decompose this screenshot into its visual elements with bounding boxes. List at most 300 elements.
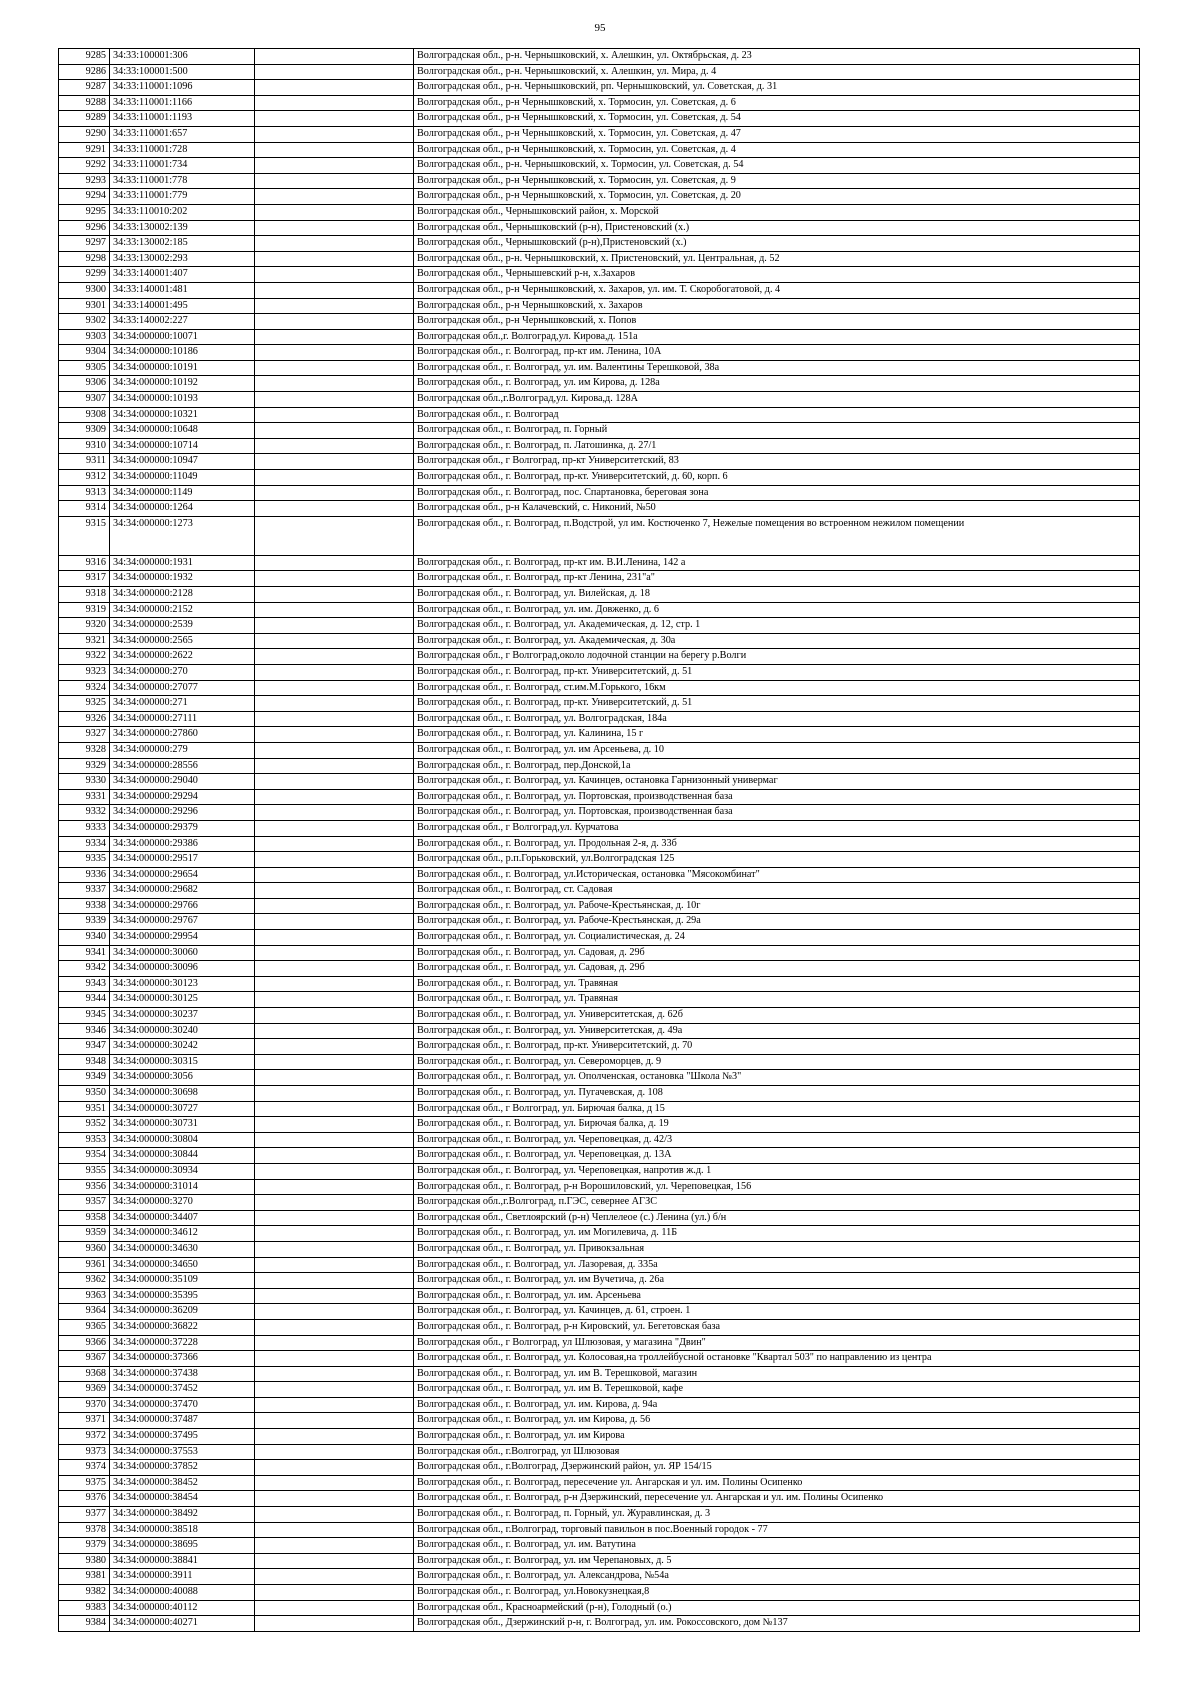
- empty-cell: [255, 711, 414, 727]
- row-number-cell: 9288: [59, 95, 110, 111]
- row-number-cell: 9321: [59, 633, 110, 649]
- table-row: [59, 1585, 1140, 1601]
- registry-table-body: [59, 49, 1140, 1632]
- table-row: [59, 516, 1140, 555]
- cadastral-number-cell: 34:34:000000:37452: [110, 1382, 255, 1398]
- address-cell: Волгоградская обл., г. Волгоград, ул.Новокузнецкая,8: [414, 1585, 1140, 1601]
- address-cell: Волгоградская обл., г. Волгоград, пр-кт. Университетский, д. 51: [414, 696, 1140, 712]
- empty-cell: [255, 758, 414, 774]
- row-number-cell: 9325: [59, 696, 110, 712]
- empty-cell: [255, 142, 414, 158]
- empty-cell: [255, 158, 414, 174]
- row-number-cell: 9381: [59, 1569, 110, 1585]
- cadastral-number-cell: 34:34:000000:29040: [110, 774, 255, 790]
- table-row: [59, 680, 1140, 696]
- empty-cell: [255, 883, 414, 899]
- address-cell: Волгоградская обл., Чернышковский район, х. Морской: [414, 204, 1140, 220]
- address-cell: Волгоградская обл., г. Волгоград, ул. Череповецкая, д. 13А: [414, 1148, 1140, 1164]
- row-number-cell: 9291: [59, 142, 110, 158]
- empty-cell: [255, 392, 414, 408]
- empty-cell: [255, 1070, 414, 1086]
- row-number-cell: 9297: [59, 236, 110, 252]
- address-cell: Волгоградская обл., г. Волгоград, ул. Портовская, производственная база: [414, 789, 1140, 805]
- address-cell: Волгоградская обл., г. Волгоград, р-н Дзержинский, пересечение ул. Ангарская и ул. им. Полины Осипенко: [414, 1491, 1140, 1507]
- address-cell: Волгоградская обл., г. Волгоград, ул. Садовая, д. 29б: [414, 961, 1140, 977]
- cadastral-number-cell: 34:34:000000:38492: [110, 1507, 255, 1523]
- row-number-cell: 9299: [59, 267, 110, 283]
- row-number-cell: 9346: [59, 1023, 110, 1039]
- cadastral-number-cell: 34:34:000000:271: [110, 696, 255, 712]
- table-row: [59, 49, 1140, 65]
- cadastral-number-cell: 34:34:000000:29654: [110, 867, 255, 883]
- address-cell: Волгоградская обл., г.Волгоград, ул Шлюзовая: [414, 1444, 1140, 1460]
- empty-cell: [255, 64, 414, 80]
- row-number-cell: 9310: [59, 438, 110, 454]
- row-number-cell: 9340: [59, 930, 110, 946]
- empty-cell: [255, 1132, 414, 1148]
- empty-cell: [255, 1397, 414, 1413]
- row-number-cell: 9324: [59, 680, 110, 696]
- address-cell: Волгоградская обл., р-н Чернышковский, х. Тормосин, ул. Советская, д. 20: [414, 189, 1140, 205]
- empty-cell: [255, 49, 414, 65]
- cadastral-number-cell: 34:34:000000:29954: [110, 930, 255, 946]
- cadastral-number-cell: 34:34:000000:31014: [110, 1179, 255, 1195]
- row-number-cell: 9364: [59, 1304, 110, 1320]
- empty-cell: [255, 945, 414, 961]
- address-cell: Волгоградская обл., Чернышковский (р-н), Пристеновский (х.): [414, 220, 1140, 236]
- table-row: [59, 1210, 1140, 1226]
- table-row: [59, 173, 1140, 189]
- table-row: [59, 314, 1140, 330]
- table-row: [59, 1226, 1140, 1242]
- table-row: [59, 774, 1140, 790]
- address-cell: Волгоградская обл., г. Волгоград, пр-кт. Университетский, д. 70: [414, 1039, 1140, 1055]
- table-row: [59, 1319, 1140, 1335]
- address-cell: Волгоградская обл., г. Волгоград, пр-кт. Университетский, д. 51: [414, 664, 1140, 680]
- empty-cell: [255, 485, 414, 501]
- empty-cell: [255, 1023, 414, 1039]
- cadastral-number-cell: 34:34:000000:34630: [110, 1241, 255, 1257]
- row-number-cell: 9337: [59, 883, 110, 899]
- address-cell: Волгоградская обл., р-н Чернышковский, х. Захаров: [414, 298, 1140, 314]
- address-cell: Волгоградская обл., Чернышковский (р-н),Пристеновский (х.): [414, 236, 1140, 252]
- address-cell: Волгоградская обл., г. Волгоград, пр-кт Ленина, 231"а": [414, 571, 1140, 587]
- cadastral-number-cell: 34:33:110001:728: [110, 142, 255, 158]
- row-number-cell: 9327: [59, 727, 110, 743]
- empty-cell: [255, 423, 414, 439]
- address-cell: Волгоградская обл., г. Волгоград, ул. им В. Терешковой, кафе: [414, 1382, 1140, 1398]
- table-row: [59, 1273, 1140, 1289]
- cadastral-number-cell: 34:34:000000:29766: [110, 898, 255, 914]
- address-cell: Волгоградская обл., г. Волгоград, ул. Качинцев, д. 61, строен. 1: [414, 1304, 1140, 1320]
- cadastral-number-cell: 34:34:000000:2539: [110, 618, 255, 634]
- address-cell: Волгоградская обл., р-н Чернышковский, х. Тормосин, ул. Советская, д. 47: [414, 126, 1140, 142]
- row-number-cell: 9295: [59, 204, 110, 220]
- empty-cell: [255, 407, 414, 423]
- empty-cell: [255, 454, 414, 470]
- empty-cell: [255, 1163, 414, 1179]
- row-number-cell: 9319: [59, 602, 110, 618]
- address-cell: Волгоградская обл., г. Волгоград, ст. Садовая: [414, 883, 1140, 899]
- row-number-cell: 9330: [59, 774, 110, 790]
- table-row: [59, 454, 1140, 470]
- cadastral-number-cell: 34:33:110001:1193: [110, 111, 255, 127]
- empty-cell: [255, 680, 414, 696]
- address-cell: Волгоградская обл., р-н Чернышковский, х. Тормосин, ул. Советская, д. 6: [414, 95, 1140, 111]
- address-cell: Волгоградская обл., г. Волгоград, ул. им Кирова, д. 56: [414, 1413, 1140, 1429]
- address-cell: Волгоградская обл., г. Волгоград, ул. Привокзальная: [414, 1241, 1140, 1257]
- cadastral-number-cell: 34:34:000000:35109: [110, 1273, 255, 1289]
- empty-cell: [255, 867, 414, 883]
- row-number-cell: 9373: [59, 1444, 110, 1460]
- cadastral-number-cell: 34:33:140001:407: [110, 267, 255, 283]
- cadastral-number-cell: 34:34:000000:29517: [110, 852, 255, 868]
- address-cell: Волгоградская обл., г. Волгоград, ул. им. Ватутина: [414, 1538, 1140, 1554]
- cadastral-number-cell: 34:33:140001:495: [110, 298, 255, 314]
- address-cell: Волгоградская обл., г. Волгоград, ул. им Вучетича, д. 26а: [414, 1273, 1140, 1289]
- row-number-cell: 9293: [59, 173, 110, 189]
- table-row: [59, 298, 1140, 314]
- table-row: [59, 1569, 1140, 1585]
- address-cell: Волгоградская обл., г. Волгоград, пр-кт им. Ленина, 10А: [414, 345, 1140, 361]
- table-row: [59, 1397, 1140, 1413]
- address-cell: Волгоградская обл., г. Волгоград, ул. им Черепановых, д. 5: [414, 1553, 1140, 1569]
- cadastral-number-cell: 34:33:110001:779: [110, 189, 255, 205]
- cadastral-number-cell: 34:34:000000:27111: [110, 711, 255, 727]
- table-row: [59, 1335, 1140, 1351]
- address-cell: Волгоградская обл., г. Волгоград, ул. Качинцев, остановка Гарнизонный универмаг: [414, 774, 1140, 790]
- row-number-cell: 9307: [59, 392, 110, 408]
- empty-cell: [255, 1039, 414, 1055]
- table-row: [59, 423, 1140, 439]
- cadastral-number-cell: 34:33:100001:306: [110, 49, 255, 65]
- cadastral-number-cell: 34:34:000000:270: [110, 664, 255, 680]
- table-row: [59, 142, 1140, 158]
- empty-cell: [255, 267, 414, 283]
- table-row: [59, 80, 1140, 96]
- empty-cell: [255, 1585, 414, 1601]
- row-number-cell: 9369: [59, 1382, 110, 1398]
- cadastral-number-cell: 34:33:100001:500: [110, 64, 255, 80]
- address-cell: Волгоградская обл., г. Волгоград, п. Горный: [414, 423, 1140, 439]
- empty-cell: [255, 898, 414, 914]
- row-number-cell: 9285: [59, 49, 110, 65]
- cadastral-number-cell: 34:34:000000:40088: [110, 1585, 255, 1601]
- empty-cell: [255, 1429, 414, 1445]
- empty-cell: [255, 727, 414, 743]
- empty-cell: [255, 516, 414, 555]
- table-row: [59, 1413, 1140, 1429]
- empty-cell: [255, 1600, 414, 1616]
- row-number-cell: 9309: [59, 423, 110, 439]
- row-number-cell: 9334: [59, 836, 110, 852]
- row-number-cell: 9320: [59, 618, 110, 634]
- empty-cell: [255, 649, 414, 665]
- row-number-cell: 9383: [59, 1600, 110, 1616]
- table-row: [59, 1023, 1140, 1039]
- table-row: [59, 914, 1140, 930]
- address-cell: Волгоградская обл., р-н Чернышковский, х. Тормосин, ул. Советская, д. 54: [414, 111, 1140, 127]
- row-number-cell: 9292: [59, 158, 110, 174]
- table-row: [59, 204, 1140, 220]
- cadastral-number-cell: 34:34:000000:29386: [110, 836, 255, 852]
- row-number-cell: 9328: [59, 742, 110, 758]
- address-cell: Волгоградская обл., г Волгоград,около лодочной станции на берегу р.Волги: [414, 649, 1140, 665]
- address-cell: Волгоградская обл., г. Волгоград, ул. Волгоградская, 184а: [414, 711, 1140, 727]
- table-row: [59, 236, 1140, 252]
- table-row: [59, 961, 1140, 977]
- cadastral-number-cell: 34:34:000000:11049: [110, 470, 255, 486]
- table-row: [59, 189, 1140, 205]
- empty-cell: [255, 961, 414, 977]
- cadastral-number-cell: 34:34:000000:10947: [110, 454, 255, 470]
- empty-cell: [255, 220, 414, 236]
- address-cell: Волгоградская обл., г. Волгоград, пр-кт. Университетский, д. 60, корп. 6: [414, 470, 1140, 486]
- cadastral-number-cell: 34:34:000000:30698: [110, 1086, 255, 1102]
- cadastral-number-cell: 34:34:000000:30315: [110, 1054, 255, 1070]
- cadastral-number-cell: 34:33:130002:293: [110, 251, 255, 267]
- table-row: [59, 1475, 1140, 1491]
- cadastral-number-cell: 34:34:000000:30242: [110, 1039, 255, 1055]
- cadastral-number-cell: 34:34:000000:30804: [110, 1132, 255, 1148]
- address-cell: Волгоградская обл., г. Волгоград, ул. Колосовая,на троллейбусной остановке "Квартал 503" по направлению из центра: [414, 1351, 1140, 1367]
- row-number-cell: 9375: [59, 1475, 110, 1491]
- empty-cell: [255, 1366, 414, 1382]
- table-row: [59, 696, 1140, 712]
- address-cell: Волгоградская обл., р-н Чернышковский, х. Тормосин, ул. Советская, д. 4: [414, 142, 1140, 158]
- table-row: [59, 1304, 1140, 1320]
- table-row: [59, 1086, 1140, 1102]
- table-row: [59, 1132, 1140, 1148]
- row-number-cell: 9359: [59, 1226, 110, 1242]
- address-cell: Волгоградская обл., р-н Чернышковский, х. Попов: [414, 314, 1140, 330]
- row-number-cell: 9302: [59, 314, 110, 330]
- row-number-cell: 9342: [59, 961, 110, 977]
- cadastral-number-cell: 34:34:000000:29296: [110, 805, 255, 821]
- table-row: [59, 407, 1140, 423]
- row-number-cell: 9304: [59, 345, 110, 361]
- address-cell: Волгоградская обл.,г. Волгоград,ул. Кирова,д. 151а: [414, 329, 1140, 345]
- empty-cell: [255, 1616, 414, 1632]
- empty-cell: [255, 1351, 414, 1367]
- cadastral-number-cell: 34:34:000000:38454: [110, 1491, 255, 1507]
- cadastral-number-cell: 34:34:000000:1932: [110, 571, 255, 587]
- address-cell: Волгоградская обл., г. Волгоград, ул. Александрова, №54а: [414, 1569, 1140, 1585]
- cadastral-number-cell: 34:34:000000:37553: [110, 1444, 255, 1460]
- address-cell: Волгоградская обл., р.п.Горьковский, ул.Волгоградская 125: [414, 852, 1140, 868]
- cadastral-number-cell: 34:34:000000:37487: [110, 1413, 255, 1429]
- table-row: [59, 329, 1140, 345]
- cadastral-number-cell: 34:33:130002:139: [110, 220, 255, 236]
- address-cell: Волгоградская обл., г. Волгоград, пер.Донской,1а: [414, 758, 1140, 774]
- row-number-cell: 9335: [59, 852, 110, 868]
- row-number-cell: 9372: [59, 1429, 110, 1445]
- page-number: 95: [594, 22, 606, 34]
- cadastral-number-cell: 34:34:000000:35395: [110, 1288, 255, 1304]
- table-row: [59, 360, 1140, 376]
- table-row: [59, 649, 1140, 665]
- row-number-cell: 9367: [59, 1351, 110, 1367]
- empty-cell: [255, 696, 414, 712]
- empty-cell: [255, 1241, 414, 1257]
- address-cell: Волгоградская обл., р-н. Чернышковский, х. Алешкин, ул. Октябрьская, д. 23: [414, 49, 1140, 65]
- table-row: [59, 220, 1140, 236]
- address-cell: Волгоградская обл., г. Волгоград, ул. Рабоче-Крестьянская, д. 10г: [414, 898, 1140, 914]
- row-number-cell: 9363: [59, 1288, 110, 1304]
- cadastral-number-cell: 34:34:000000:34612: [110, 1226, 255, 1242]
- row-number-cell: 9316: [59, 555, 110, 571]
- row-number-cell: 9365: [59, 1319, 110, 1335]
- empty-cell: [255, 633, 414, 649]
- row-number-cell: 9374: [59, 1460, 110, 1476]
- cadastral-number-cell: 34:34:000000:36822: [110, 1319, 255, 1335]
- cadastral-number-cell: 34:34:000000:27860: [110, 727, 255, 743]
- row-number-cell: 9300: [59, 282, 110, 298]
- table-row: [59, 345, 1140, 361]
- table-row: [59, 633, 1140, 649]
- empty-cell: [255, 470, 414, 486]
- cadastral-number-cell: 34:34:000000:37495: [110, 1429, 255, 1445]
- row-number-cell: 9301: [59, 298, 110, 314]
- cadastral-number-cell: 34:34:000000:37852: [110, 1460, 255, 1476]
- cadastral-number-cell: 34:33:140002:227: [110, 314, 255, 330]
- empty-cell: [255, 282, 414, 298]
- table-row: [59, 1553, 1140, 1569]
- empty-cell: [255, 1382, 414, 1398]
- table-row: [59, 111, 1140, 127]
- registry-table: [58, 48, 1140, 1632]
- empty-cell: [255, 1008, 414, 1024]
- address-cell: Волгоградская обл., г. Волгоград, ул. Череповецкая, д. 42/3: [414, 1132, 1140, 1148]
- empty-cell: [255, 1195, 414, 1211]
- empty-cell: [255, 438, 414, 454]
- row-number-cell: 9376: [59, 1491, 110, 1507]
- table-row: [59, 571, 1140, 587]
- row-number-cell: 9294: [59, 189, 110, 205]
- table-row: [59, 587, 1140, 603]
- empty-cell: [255, 1491, 414, 1507]
- table-row: [59, 789, 1140, 805]
- row-number-cell: 9353: [59, 1132, 110, 1148]
- row-number-cell: 9311: [59, 454, 110, 470]
- row-number-cell: 9305: [59, 360, 110, 376]
- address-cell: Волгоградская обл., г. Волгоград, ул. Социалистическая, д. 24: [414, 930, 1140, 946]
- address-cell: Волгоградская обл., г. Волгоград, ул. Академическая, д. 12, стр. 1: [414, 618, 1140, 634]
- table-row: [59, 1600, 1140, 1616]
- address-cell: Волгоградская обл., г Волгоград,ул. Курчатова: [414, 820, 1140, 836]
- table-row: [59, 251, 1140, 267]
- empty-cell: [255, 173, 414, 189]
- address-cell: Волгоградская обл., г. Волгоград, ул. Университетская, д. 62б: [414, 1008, 1140, 1024]
- table-row: [59, 742, 1140, 758]
- row-number-cell: 9341: [59, 945, 110, 961]
- row-number-cell: 9361: [59, 1257, 110, 1273]
- address-cell: Волгоградская обл., г. Волгоград, ул. Портовская, производственная база: [414, 805, 1140, 821]
- cadastral-number-cell: 34:34:000000:30123: [110, 976, 255, 992]
- table-row: [59, 618, 1140, 634]
- cadastral-number-cell: 34:34:000000:38452: [110, 1475, 255, 1491]
- empty-cell: [255, 1148, 414, 1164]
- row-number-cell: 9368: [59, 1366, 110, 1382]
- empty-cell: [255, 1538, 414, 1554]
- table-row: [59, 501, 1140, 517]
- table-row: [59, 1195, 1140, 1211]
- cadastral-number-cell: 34:34:000000:29379: [110, 820, 255, 836]
- address-cell: Волгоградская обл., г. Волгоград, ул. Садовая, д. 29б: [414, 945, 1140, 961]
- row-number-cell: 9384: [59, 1616, 110, 1632]
- cadastral-number-cell: 34:34:000000:1273: [110, 516, 255, 555]
- address-cell: Волгоградская обл., г. Волгоград, ул. им Кирова, д. 128а: [414, 376, 1140, 392]
- cadastral-number-cell: 34:34:000000:10192: [110, 376, 255, 392]
- empty-cell: [255, 587, 414, 603]
- address-cell: Волгоградская обл., г. Волгоград, ул. Североморцев, д. 9: [414, 1054, 1140, 1070]
- cadastral-number-cell: 34:34:000000:30727: [110, 1101, 255, 1117]
- table-row: [59, 1491, 1140, 1507]
- empty-cell: [255, 501, 414, 517]
- address-cell: Волгоградская обл., г Волгоград, ул Шлюзовая, у магазина "Двин": [414, 1335, 1140, 1351]
- row-number-cell: 9350: [59, 1086, 110, 1102]
- cadastral-number-cell: 34:34:000000:10714: [110, 438, 255, 454]
- table-row: [59, 836, 1140, 852]
- empty-cell: [255, 1553, 414, 1569]
- address-cell: Волгоградская обл., р-н Калачевский, с. Никоний, №50: [414, 501, 1140, 517]
- row-number-cell: 9331: [59, 789, 110, 805]
- empty-cell: [255, 1054, 414, 1070]
- row-number-cell: 9347: [59, 1039, 110, 1055]
- table-row: [59, 711, 1140, 727]
- cadastral-number-cell: 34:34:000000:3911: [110, 1569, 255, 1585]
- table-row: [59, 126, 1140, 142]
- address-cell: Волгоградская обл., г. Волгоград, ул. Рабоче-Крестьянская, д. 29а: [414, 914, 1140, 930]
- table-row: [59, 1429, 1140, 1445]
- address-cell: Волгоградская обл., г. Волгоград, ул. им Арсеньева, д. 10: [414, 742, 1140, 758]
- row-number-cell: 9366: [59, 1335, 110, 1351]
- address-cell: Волгоградская обл., г. Волгоград, р-н Кировский, ул. Бегетовская база: [414, 1319, 1140, 1335]
- row-number-cell: 9344: [59, 992, 110, 1008]
- table-row: [59, 727, 1140, 743]
- address-cell: Волгоградская обл., г. Волгоград, ул. Вилейская, д. 18: [414, 587, 1140, 603]
- empty-cell: [255, 360, 414, 376]
- table-row: [59, 438, 1140, 454]
- row-number-cell: 9345: [59, 1008, 110, 1024]
- table-row: [59, 1101, 1140, 1117]
- empty-cell: [255, 1522, 414, 1538]
- address-cell: Волгоградская обл., г. Волгоград, ул. Продольная 2-я, д. 33б: [414, 836, 1140, 852]
- address-cell: Волгоградская обл., г. Волгоград, ул. им Кирова: [414, 1429, 1140, 1445]
- address-cell: Волгоградская обл., г. Волгоград, ул.Историческая, остановка "Мясокомбинат": [414, 867, 1140, 883]
- empty-cell: [255, 1413, 414, 1429]
- empty-cell: [255, 189, 414, 205]
- row-number-cell: 9313: [59, 485, 110, 501]
- empty-cell: [255, 1475, 414, 1491]
- empty-cell: [255, 742, 414, 758]
- table-row: [59, 1507, 1140, 1523]
- address-cell: Волгоградская обл., г. Волгоград: [414, 407, 1140, 423]
- cadastral-number-cell: 34:34:000000:37366: [110, 1351, 255, 1367]
- empty-cell: [255, 618, 414, 634]
- table-row: [59, 64, 1140, 80]
- empty-cell: [255, 914, 414, 930]
- cadastral-number-cell: 34:34:000000:2622: [110, 649, 255, 665]
- row-number-cell: 9318: [59, 587, 110, 603]
- row-number-cell: 9377: [59, 1507, 110, 1523]
- row-number-cell: 9339: [59, 914, 110, 930]
- address-cell: Волгоградская обл., Дзержинский р-н, г. Волгоград, ул. им. Рокоссовского, дом №137: [414, 1616, 1140, 1632]
- cadastral-number-cell: 34:34:000000:37228: [110, 1335, 255, 1351]
- table-row: [59, 267, 1140, 283]
- address-cell: Волгоградская обл., Чернышевский р-н, х.Захаров: [414, 267, 1140, 283]
- cadastral-number-cell: 34:34:000000:30125: [110, 992, 255, 1008]
